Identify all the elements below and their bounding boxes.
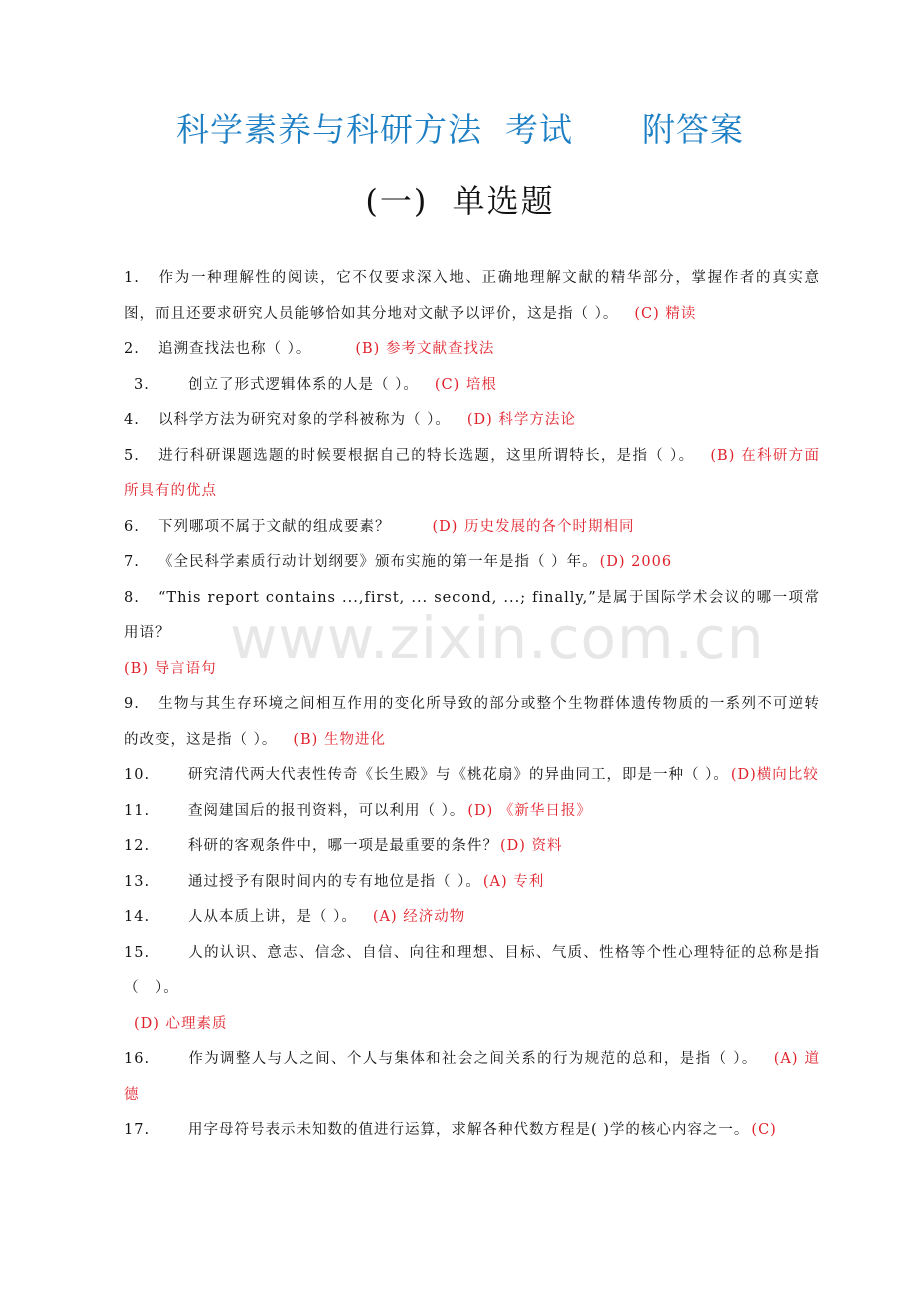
- question-text: 创立了形式逻辑体系的人是（ ）。: [188, 376, 419, 393]
- question-text: 用字母符号表示未知数的值进行运算，求解各种代数方程是( )学的核心内容之一。: [188, 1122, 750, 1138]
- answer-text: (A) 专利: [482, 873, 545, 890]
- question-text: 生物与其生存环境之间相互作用的变化所导致的部分或整个生物群体遗传物质的一系列不可逆转的改变，这是指（ ）。: [124, 696, 820, 748]
- question-item: [124, 865, 820, 901]
- question-number: 11.: [124, 802, 151, 819]
- question-text: 下列哪项不属于文献的组成要素？: [158, 518, 391, 535]
- question-item: [124, 545, 820, 581]
- question-number: 17.: [124, 1122, 151, 1138]
- question-text: 作为调整人与人之间、个人与集体和社会之间关系的行为规范的总和，是指（ ）。: [188, 1051, 758, 1067]
- question-text: 科研的客观条件中，哪一项是最重要的条件？: [188, 838, 498, 854]
- answer-text: (B) 在科研方面所具有的优点: [124, 447, 820, 499]
- question-number: 4.: [124, 412, 140, 428]
- question-number: 5.: [124, 447, 140, 464]
- answer-text: (A) 经济动物: [372, 909, 466, 925]
- answer-text: (D)横向比较: [730, 767, 819, 783]
- question-text: 以科学方法为研究对象的学科被称为（ ）。: [158, 412, 451, 428]
- answer-text: (B) 参考文献查找法: [355, 341, 495, 357]
- section-heading: (一) 单选题: [365, 182, 555, 220]
- answer-text: (B) 导言语句: [124, 660, 217, 677]
- question-number: 2.: [124, 341, 140, 357]
- question-item: [124, 439, 820, 510]
- answer-text: (C): [751, 1122, 777, 1138]
- question-list: [124, 261, 820, 1149]
- question-item: [124, 1113, 820, 1149]
- answer-text: (D) 《新华日报》: [467, 802, 592, 819]
- question-text: 追溯查找法也称（ ）。: [158, 341, 312, 357]
- answer-text: (C) 精读: [634, 305, 697, 322]
- document-title: 科学素养与科研方法 考试 附答案: [176, 110, 744, 149]
- question-item: [124, 829, 820, 865]
- question-item: [124, 332, 820, 368]
- question-number: 16.: [124, 1051, 151, 1067]
- question-text: 《全民科学素质行动计划纲要》颁布实施的第一年是指（ ）年。: [158, 554, 598, 570]
- answer-text: (D) 科学方法论: [466, 412, 576, 428]
- watermark: www.zixin.com.cn: [230, 604, 765, 672]
- question-item: [124, 368, 820, 404]
- question-number: 9.: [124, 696, 140, 712]
- question-item: [124, 900, 820, 936]
- answer-text: (C) 培根: [434, 376, 497, 393]
- question-item: [124, 1042, 820, 1113]
- question-number: 8.: [124, 589, 140, 606]
- question-number: 10.: [124, 767, 151, 783]
- question-number: 1.: [124, 270, 140, 286]
- question-number: 14.: [124, 909, 151, 925]
- question-number: 13.: [124, 873, 151, 890]
- question-item: [124, 687, 820, 758]
- question-item: [124, 581, 820, 688]
- answer-text: (D) 心理素质: [134, 1015, 228, 1032]
- question-item: [124, 510, 820, 546]
- question-item: [124, 758, 820, 794]
- question-number: 12.: [124, 838, 151, 854]
- question-number: 3.: [134, 376, 150, 393]
- question-text: 通过授予有限时间内的专有地位是指（ ）。: [188, 873, 481, 890]
- question-text: 查阅建国后的报刊资料，可以利用（ ）。: [188, 802, 466, 819]
- question-text: 人的认识、意志、信念、自信、向往和理想、目标、气质、性格等个性心理特征的总称是指（ ）。: [124, 944, 820, 996]
- answer-text: (D) 历史发展的各个时期相同: [432, 518, 635, 535]
- answer-text: (D) 2006: [599, 554, 673, 570]
- answer-text: (A) 道德: [124, 1051, 820, 1103]
- question-text: 进行科研课题选题的时候要根据自己的特长选题，这里所谓特长，是指（ ）。: [158, 447, 695, 464]
- question-text: 作为一种理解性的阅读，它不仅要求深入地、正确地理解文献的精华部分，掌握作者的真实意图，而且还要求研究人员能够恰如其分地对文献予以评价，这是指（ ）。: [124, 270, 820, 322]
- question-number: 7.: [124, 554, 140, 570]
- question-text: 人从本质上讲，是（ ）。: [188, 909, 357, 925]
- question-number: 15.: [124, 944, 151, 961]
- question-item: [124, 403, 820, 439]
- question-text: “This report contains ...,first, ... second, ...; finally,”是属于国际学术会议的哪一项常用语？: [124, 589, 820, 641]
- question-item: [124, 261, 820, 332]
- answer-text: (B) 生物进化: [293, 731, 386, 748]
- question-item: [124, 936, 820, 1043]
- answer-text: (D) 资料: [500, 838, 563, 854]
- question-text: 研究清代两大代表性传奇《长生殿》与《桃花扇》的异曲同工，即是一种（ ）。: [188, 767, 729, 783]
- question-item: [124, 794, 820, 830]
- question-number: 6.: [124, 518, 140, 535]
